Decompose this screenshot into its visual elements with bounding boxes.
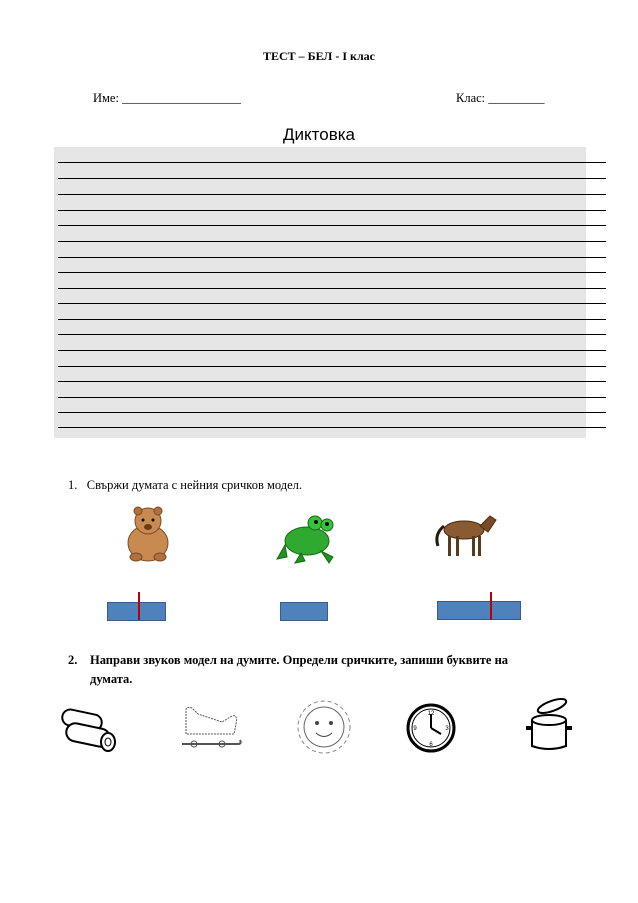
writing-line (58, 288, 606, 289)
writing-line (58, 334, 606, 335)
task2-text-continued: думата. (90, 672, 133, 686)
syllable-model-one[interactable] (280, 602, 328, 621)
writing-line (58, 350, 606, 351)
bear-cub-image (122, 503, 174, 565)
name-field[interactable]: Име: ___________________ (93, 91, 241, 105)
task1-text: Свържи думата с нейния сричков модел. (86, 478, 303, 492)
syllable-model-two[interactable] (437, 601, 521, 620)
syllable-model-two[interactable] (107, 602, 166, 621)
task2-number: 2. (68, 653, 78, 667)
writing-line (58, 225, 606, 226)
test-title: ТЕСТ – БЕЛ - I клас (262, 49, 376, 63)
svg-text:3: 3 (445, 726, 449, 732)
writing-line (58, 194, 606, 195)
writing-line (58, 366, 606, 367)
syllable-divider (138, 592, 140, 620)
dictation-heading: Диктовка (283, 125, 355, 144)
writing-line (58, 241, 606, 242)
sun-image (295, 698, 353, 756)
writing-line (58, 178, 606, 179)
clock-image (405, 702, 457, 754)
dictation-area[interactable] (54, 147, 586, 438)
writing-line (58, 303, 606, 304)
pot-image (524, 696, 574, 754)
writing-line (58, 210, 606, 211)
writing-line (58, 319, 606, 320)
frog-image (275, 513, 337, 565)
sled-image (178, 704, 244, 752)
task1-number: 1. (68, 478, 78, 492)
task2-instruction (68, 651, 608, 689)
class-field[interactable]: Клас: _________ (456, 91, 545, 105)
writing-line (58, 381, 606, 382)
writing-line (58, 427, 606, 428)
svg-text:12: 12 (427, 711, 435, 717)
task2-text: Направи звуков модел на думите. Определи сричките, запиши буквите на (90, 653, 509, 667)
task1-instruction (68, 478, 302, 493)
svg-text:6: 6 (429, 742, 433, 748)
logs-image (56, 702, 120, 752)
writing-line (58, 272, 606, 273)
svg-text:9: 9 (413, 726, 417, 732)
writing-line (58, 162, 606, 163)
horse-image (432, 512, 498, 558)
writing-line (58, 397, 606, 398)
writing-line (58, 257, 606, 258)
writing-line (58, 412, 606, 413)
syllable-divider (490, 592, 492, 620)
